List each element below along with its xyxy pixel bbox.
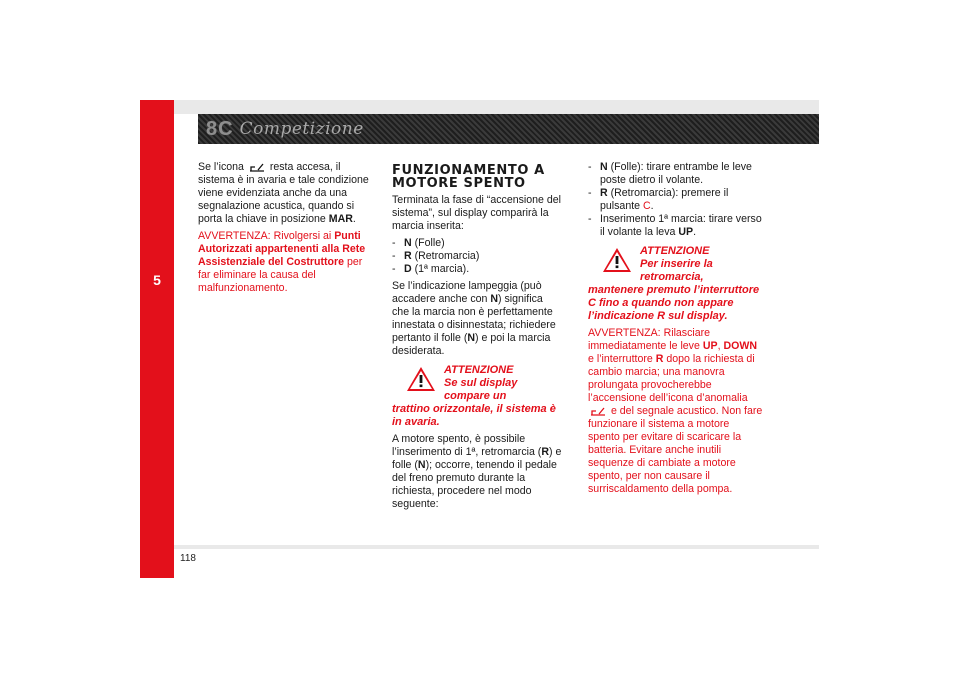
warning-title: ATTENZIONE bbox=[444, 364, 514, 376]
middle-column bbox=[392, 164, 562, 515]
advisory-note: AVVERTENZA: Rilasciare immediatamente le leve UP, DOWN e l’interruttore R dopo la richiesta di cambio marcia; una manovra prolungata provocherebbe l’accensione dell’icona d’anomalia e del segnale acustico. Non fare funzionare il sistema a motore spento per evitare di scaricare la batteria. Evitare anche inutili sequenze di cambiate a motore spento, per non causare il surriscaldamento della pompa. bbox=[588, 327, 763, 495]
intro-text: Terminata la fase di “accensione del sistema”, sul display comparirà la marcia inserita: bbox=[392, 194, 562, 232]
warning-box bbox=[588, 245, 764, 323]
chapter-number: 5 bbox=[153, 272, 161, 288]
warning-box bbox=[392, 364, 562, 429]
advisory-note: AVVERTENZA: Rivolgersi ai Punti Autorizzati appartenenti alla Rete Assistenziale del Costruttore per far eliminare la causa del malfunzionamento. bbox=[198, 230, 366, 294]
engine-off-paragraph: A motore spento, è possibile l’inserimento di 1ª, retromarcia (R) e folle (N); occorre, tenendo il pedale del freno premuto durante la richiesta, procedere nel modo seguente: bbox=[392, 433, 562, 510]
warning-triangle-icon bbox=[406, 366, 436, 392]
section-heading: FUNZIONAMENTO A MOTORE SPENTO bbox=[392, 163, 545, 191]
list-item: - R (Retromarcia): premere il pulsante C. bbox=[588, 187, 764, 213]
right-column bbox=[588, 161, 764, 500]
header-banner bbox=[198, 114, 819, 144]
warning-text: Se sul display compare un trattino orizzontale, il sistema è in avaria. bbox=[392, 377, 556, 428]
steps-list bbox=[588, 161, 764, 239]
page-number: 118 bbox=[180, 553, 196, 564]
gearbox-fault-icon bbox=[249, 163, 265, 172]
footer-band bbox=[174, 545, 819, 549]
logo-bc: 8C bbox=[206, 117, 234, 140]
chapter-tab bbox=[140, 100, 174, 578]
warning-title: ATTENZIONE bbox=[640, 245, 710, 257]
list-item: - N (Folle) bbox=[392, 237, 562, 250]
brand-logo bbox=[206, 118, 364, 140]
blink-paragraph: Se l’indicazione lampeggia (può accadere anche con N) significa che la marcia non è perfettamente innestata o disinnestata; richiedere pertanto il folle (N) e poi la marcia desiderata. bbox=[392, 280, 556, 357]
gear-list bbox=[392, 237, 562, 276]
left-column bbox=[198, 161, 374, 299]
list-item: - N (Folle): tirare entrambe le leve poste dietro il volante. bbox=[588, 161, 764, 187]
list-item: - Inserimento 1ª marcia: tirare verso il volante la leva UP. bbox=[588, 213, 764, 239]
list-item: - R (Retromarcia) bbox=[392, 250, 562, 263]
warning-text: Per inserire la retromarcia, mantenere premuto l’interruttore C fino a quando non appare l’indicazione R sul display. bbox=[588, 258, 760, 322]
paragraph-icon-warning: Se l’icona resta accesa, il sistema è in avaria e tale condizione viene evidenziata anche da una segnalazione acustica, quando si porta la chiave in posizione MAR. bbox=[198, 161, 369, 225]
list-item: - D (1ª marcia). bbox=[392, 263, 562, 276]
logo-name: Competizione bbox=[239, 119, 364, 139]
header-band bbox=[174, 100, 819, 114]
gearbox-fault-icon bbox=[590, 407, 606, 416]
warning-triangle-icon bbox=[602, 247, 632, 273]
